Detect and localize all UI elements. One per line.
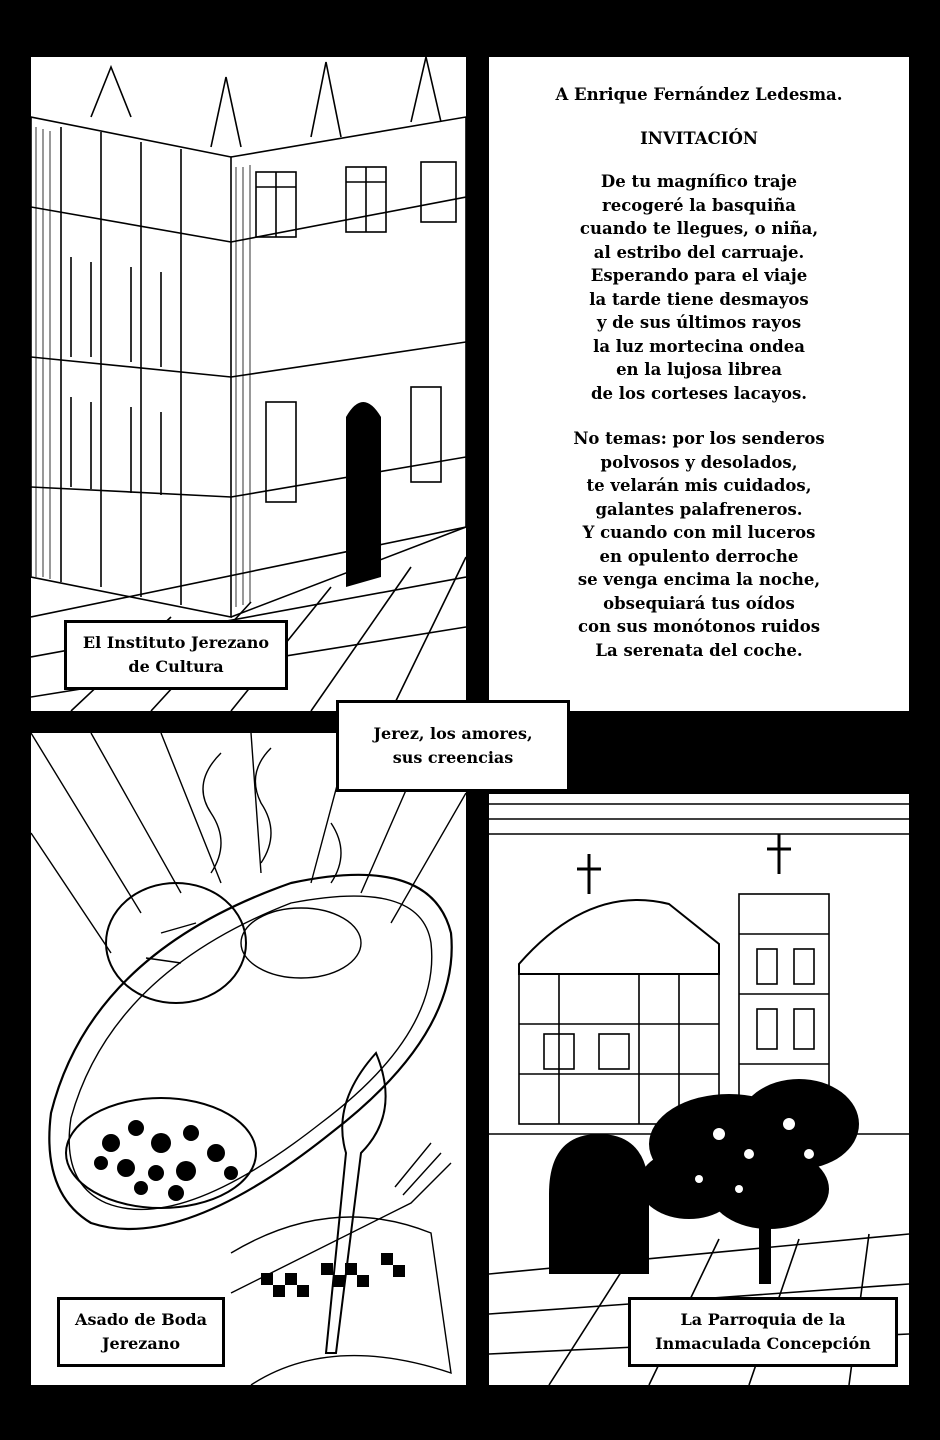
caption-line: La Parroquia de la [680, 1310, 846, 1329]
caption-line: Jerez, los amores, [373, 724, 533, 743]
poem-line: la luz mortecina ondea [593, 336, 805, 356]
poem-line: De tu magnífico traje [600, 172, 798, 191]
poem-line: recogeré la basquiña [602, 195, 796, 215]
poem-line: la tarde tiene desmayos [589, 289, 809, 309]
panel-asado [31, 733, 466, 1385]
caption-line: Asado de Boda [75, 1310, 207, 1329]
poem-stanza [489, 170, 909, 405]
caption-line: Inmaculada Concepción [655, 1334, 871, 1353]
caption-line: Jerezano [101, 1334, 181, 1353]
poem-line: Y cuando con mil luceros [582, 523, 816, 542]
poem-line: La serenata del coche. [595, 640, 803, 660]
poem-line: en opulento derroche [599, 546, 799, 566]
caption-parroquia [628, 1297, 898, 1367]
poem-line: No temas: por los senderos [573, 429, 825, 448]
poem-line: con sus monótonos ruidos [577, 617, 821, 636]
caption-asado [57, 1297, 225, 1367]
poem-line: polvosos y desolados, [600, 452, 798, 472]
panel-instituto [31, 57, 466, 711]
instituto-illustration [31, 57, 466, 711]
poem-line: y de sus últimos rayos [596, 313, 802, 332]
poem [489, 57, 909, 684]
caption-line: sus creencias [392, 748, 514, 767]
poem-line: al estribo del carruaje. [593, 242, 805, 262]
poem-line: Esperando para el viaje [590, 266, 808, 285]
caption-instituto [64, 620, 288, 690]
poem-stanza [489, 427, 909, 662]
poem-line: cuando te llegues, o niña, [579, 219, 819, 238]
caption-line: El Instituto Jerezano [82, 633, 270, 652]
asado-illustration [31, 733, 466, 1385]
caption-center [336, 700, 570, 792]
poem-line: te velarán mis cuidados, [586, 476, 812, 495]
poem-line: de los corteses lacayos. [590, 383, 808, 403]
poem-line: se venga encima la noche, [577, 570, 821, 589]
poem-dedication: A Enrique Fernández Ledesma. [555, 85, 843, 104]
poem-line: galantes palafreneros. [595, 499, 803, 519]
poem-line: obsequiará tus oídos [603, 593, 795, 613]
caption-line: de Cultura [128, 657, 224, 676]
poem-title: INVITACIÓN [640, 128, 758, 148]
poem-line: en la lujosa librea [616, 360, 782, 379]
panel-poem [489, 57, 909, 711]
